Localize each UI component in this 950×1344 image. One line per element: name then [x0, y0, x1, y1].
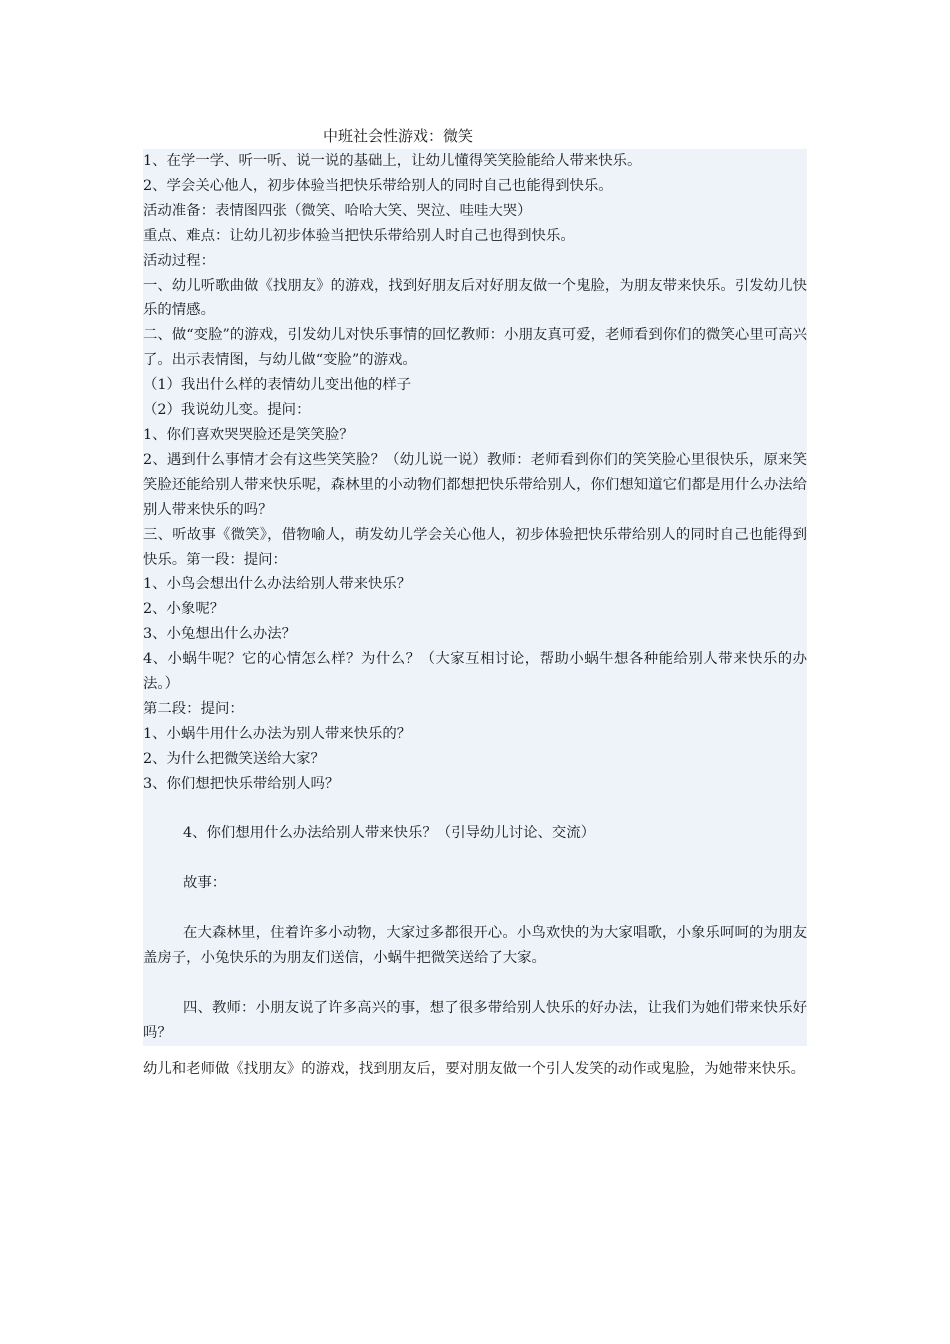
paragraph-goal-1: 1、在学一学、听一听、说一说的基础上，让幼儿懂得笑笑脸能给人带来快乐。: [143, 153, 642, 169]
paragraph-step-2-sub-2: （2）我说幼儿变。提问：: [143, 402, 311, 419]
paragraph-story-text: 在大森林里，住着许多小动物，大家过多都很开心。小鸟欢快的为大家唱歌，小象乐呵呵的为朋友盖房子，小兔快乐的为朋友们送信，小蜗牛把微笑送给了大家。: [143, 925, 807, 966]
spacer: [143, 896, 807, 921]
paragraph-part1-q2: 2、小象呢？: [143, 601, 225, 618]
closing-block: [143, 1057, 807, 1082]
paragraph-part2-q3: 3、你们想把快乐带给别人吗？: [143, 775, 340, 792]
paragraph-part1-q3: 3、小兔想出什么办法？: [143, 626, 297, 643]
paragraph-part1-q4: 4、小蜗牛呢？它的心情怎么样？为什么？（大家互相讨论，帮助小蜗牛想各种能给别人带来快乐的办法。）: [143, 651, 807, 693]
lesson-body: [143, 149, 807, 1046]
paragraph-part2-q2: 2、为什么把微笑送给大家？: [143, 750, 325, 767]
paragraph-part1-q1: 1、小鸟会想出什么办法给别人带来快乐？: [143, 576, 412, 593]
paragraph-question-1: 1、你们喜欢哭哭脸还是笑笑脸？: [143, 426, 354, 443]
paragraph-story-heading: 故事：: [183, 875, 227, 892]
paragraph-key-points: 重点、难点：让幼儿初步体验当把快乐带给别人时自己也得到快乐。: [143, 227, 575, 244]
paragraph-step-2: 二、做“变脸”的游戏，引发幼儿对快乐事情的回忆教师：小朋友真可爱，老师看到你们的微笑心里可高兴了。出示表情图，与幼儿做“变脸”的游戏。: [143, 327, 807, 369]
paragraph-closing: 幼儿和老师做《找朋友》的游戏，找到朋友后，要对朋友做一个引人发笑的动作或鬼脸，为她带来快乐。: [143, 1061, 805, 1077]
paragraph-step-3: 三、听故事《微笑》，借物喻人，萌发幼儿学会关心他人，初步体验把快乐带给别人的同时自己也能得到快乐。第一段：提问：: [143, 526, 807, 568]
spacer: [143, 971, 807, 996]
paragraph-part2-heading: 第二段：提问：: [143, 700, 244, 717]
paragraph-step-4: 四、教师：小朋友说了许多高兴的事，想了很多带给别人快乐的好办法，让我们为她们带来快乐好吗？: [143, 999, 807, 1041]
paragraph-part2-q4: 4、你们想用什么办法给别人带来快乐？（引导幼儿讨论、交流）: [183, 825, 596, 842]
paragraph-goal-2: 2、学会关心他人，初步体验当把快乐带给别人的同时自己也能得到快乐。: [143, 177, 613, 194]
paragraph-step-1: 一、幼儿听歌曲做《找朋友》的游戏，找到好朋友后对好朋友做一个鬼脸，为朋友带来快乐。引发幼儿快乐的情感。: [143, 277, 807, 319]
spacer: [143, 846, 807, 871]
paragraph-preparation: 活动准备：表情图四张（微笑、哈哈大笑、哭泣、哇哇大哭）: [143, 202, 532, 219]
paragraph-part2-q1: 1、小蜗牛用什么办法为别人带来快乐的？: [143, 725, 412, 742]
document-title: 中班社会性游戏：微笑: [323, 127, 474, 145]
spacer: [143, 797, 807, 822]
paragraph-step-2-sub-1: （1）我出什么样的表情幼儿变出他的样子: [143, 377, 412, 394]
paragraph-question-2: 2、遇到什么事情才会有这些笑笑脸？（幼儿说一说）教师：老师看到你们的笑笑脸心里很快乐，原来笑笑脸还能给别人带来快乐呢，森林里的小动物们都想把快乐带给别人，你们想知道它们都是用什么办法给别人带来快乐的吗？: [143, 451, 807, 518]
paragraph-process-heading: 活动过程：: [143, 252, 215, 269]
